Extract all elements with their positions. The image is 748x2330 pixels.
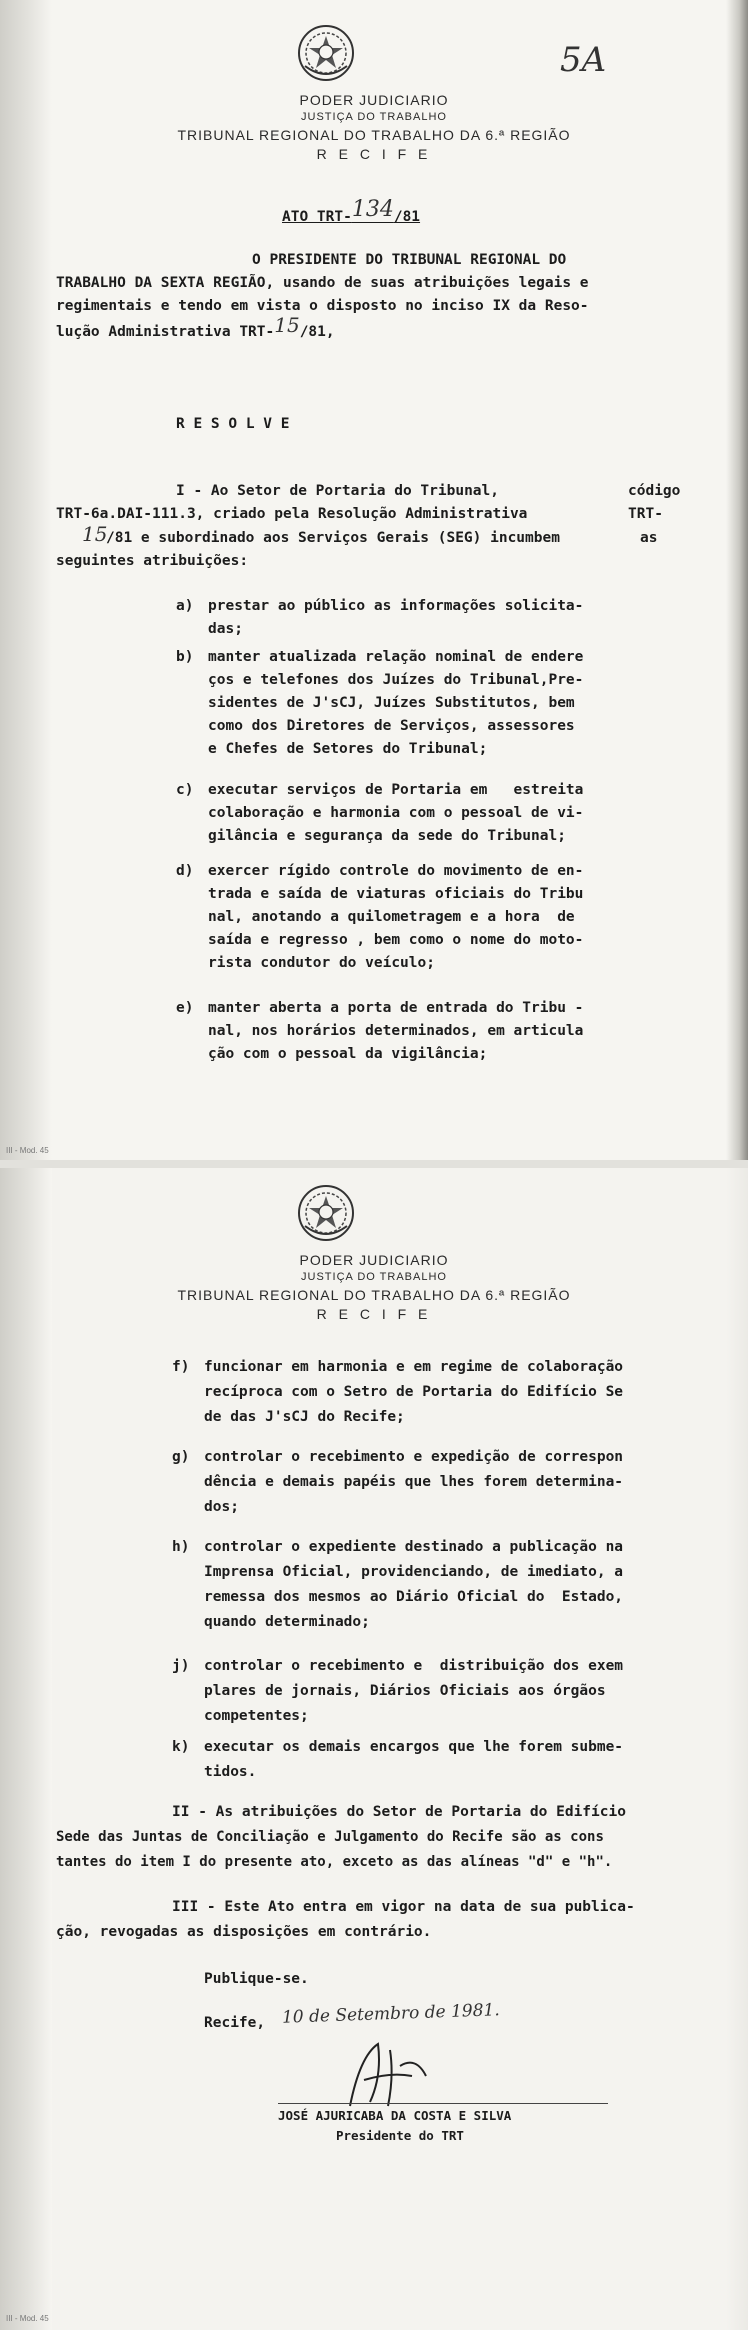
alinea-line: dência e demais papéis que lhes forem determina- [204,1474,624,1490]
item2-line: Sede das Juntas de Conciliação e Julgamento do Recife são as cons [56,1829,604,1845]
alinea-line: quando determinado; [204,1614,370,1630]
publique-se: Publique-se. [204,1971,309,1987]
signature-rule [278,2103,608,2104]
header-city: R E C I F E [316,146,432,162]
header-tribunal: TRIBUNAL REGIONAL DO TRABALHO DA 6.ª REGIÃO [177,127,571,143]
alinea-line: sidentes de J'sCJ, Juízes Substitutos, bem [208,695,575,711]
preamble-text: lução Administrativa TRT- [56,324,275,340]
document-page-1 [0,0,748,1160]
item1-line: I - Ao Setor de Portaria do Tribunal, [176,483,500,499]
alinea-line: rista condutor do veículo; [208,955,435,971]
alinea-line: controlar o expediente destinado a publicação na [204,1539,624,1555]
alinea-line: de das J'sCJ do Recife; [204,1409,405,1425]
alinea-line: prestar ao público as informações solicita- [208,598,584,614]
alinea-label: c) [176,782,194,798]
alinea-label: e) [176,1000,194,1016]
alinea-line: competentes; [204,1708,309,1724]
page-edge-shadow [726,0,748,1160]
alinea-line: ços e telefones dos Juízes do Tribunal,Pre- [208,672,584,688]
item2-line: tantes do item I do presente ato, exceto as das alíneas "d" e "h". [56,1854,613,1870]
margin-note-handwritten: 5A [560,40,607,80]
alinea-line: exercer rígido controle do movimento de en- [208,863,584,879]
alinea-line: executar os demais encargos que lhe forem subme- [204,1739,624,1755]
alinea-line: das; [208,621,243,637]
page-binding-shadow [0,1168,52,2330]
header-justica: JUSTIÇA DO TRABALHO [301,1271,447,1283]
alinea-line: executar serviços de Portaria em estreita [208,782,584,798]
page-binding-shadow [0,0,52,1160]
ato-title [282,197,421,226]
page-separator [0,1160,748,1168]
preamble-line: regimentais e tendo em vista o disposto no inciso IX da Reso- [56,298,589,314]
alinea-label: a) [176,598,194,614]
alinea-label: g) [172,1449,190,1465]
alinea-line: nal, anotando a quilometragem e a hora de [208,909,575,925]
alinea-line: dos; [204,1499,239,1515]
form-code: III - Mod. 45 [6,1146,49,1155]
item3-line: ção, revogadas as disposições em contrário. [56,1924,432,1940]
coat-of-arms-seal-icon [295,22,357,84]
ato-prefix: ATO TRT- [282,209,352,225]
ato-suffix: /81 [393,209,421,225]
resolve-heading: R E S O L V E [176,416,290,432]
signatory-title: Presidente do TRT [336,2128,464,2143]
alinea-label: h) [172,1539,190,1555]
alinea-label: d) [176,863,194,879]
item1-line: código [628,483,681,499]
preamble-line: O PRESIDENTE DO TRIBUNAL REGIONAL DO [252,252,567,268]
resolution-number-handwritten: 15 [82,522,108,546]
document-page-2 [0,1168,748,2330]
alinea-line: nal, nos horários determinados, em articula [208,1023,584,1039]
alinea-line: plares de jornais, Diários Oficiais aos órgãos [204,1683,606,1699]
alinea-line: e Chefes de Setores do Tribunal; [208,741,488,757]
item1-line: seguintes atribuições: [56,553,249,569]
item3-line: III - Este Ato entra em vigor na data de sua publica- [172,1899,635,1915]
alinea-line: manter atualizada relação nominal de endere [208,649,584,665]
alinea-line: saída e regresso , bem como o nome do moto- [208,932,584,948]
alinea-line: manter aberta a porta de entrada do Tribu - [208,1000,584,1016]
form-code: III - Mod. 45 [6,2314,49,2323]
place-label: Recife, [204,2015,266,2031]
date-handwritten: 10 de Setembro de 1981. [281,2000,501,2028]
signatory-name: JOSÉ AJURICABA DA COSTA E SILVA [278,2108,512,2123]
alinea-line: controlar o recebimento e distribuição dos exem [204,1658,624,1674]
alinea-line: gilância e segurança da sede do Tribunal; [208,828,566,844]
header-justica: JUSTIÇA DO TRABALHO [301,111,447,123]
handwritten-signature-icon [330,2036,440,2116]
alinea-line: funcionar em harmonia e em regime de colaboração [204,1359,624,1375]
alinea-label: b) [176,649,194,665]
alinea-line: remessa dos mesmos ao Diário Oficial do Estado, [204,1589,624,1605]
coat-of-arms-seal-icon [295,1182,357,1244]
header-poder: PODER JUDICIARIO [299,1252,449,1268]
item1-line: TRT-6a.DAI-111.3, criado pela Resolução Administrativa [56,506,528,522]
page-edge-shadow [726,1168,748,2330]
alinea-label: k) [172,1739,190,1755]
alinea-line: colaboração e harmonia com o pessoal de vi- [208,805,584,821]
item1-line: /81 e subordinado aos Serviços Gerais (SEG) incumbem [106,530,560,546]
alinea-line: trada e saída de viaturas oficiais do Tribu [208,886,584,902]
resolution-number-handwritten: 15 [274,313,300,337]
item2-line: II - As atribuições do Setor de Portaria do Edifício [172,1804,626,1820]
preamble-text: /81, [299,324,335,340]
alinea-line: controlar o recebimento e expedição de correspon [204,1449,624,1465]
alinea-line: recíproca com o Setro de Portaria do Edifício Se [204,1384,624,1400]
alinea-line: tidos. [204,1764,257,1780]
ato-number-handwritten: 134 [351,197,394,222]
alinea-line: Imprensa Oficial, providenciando, de imediato, a [204,1564,624,1580]
header-tribunal: TRIBUNAL REGIONAL DO TRABALHO DA 6.ª REGIÃO [177,1287,571,1303]
alinea-label: j) [172,1658,190,1674]
alinea-line: como dos Diretores de Serviços, assessores [208,718,575,734]
alinea-label: f) [172,1359,190,1375]
preamble-line: TRABALHO DA SEXTA REGIÃO, usando de suas atribuições legais e [56,275,589,291]
preamble-line [56,313,335,341]
header-poder: PODER JUDICIARIO [299,92,449,108]
item1-line: as [640,530,658,546]
header-city: R E C I F E [316,1306,432,1322]
alinea-line: ção com o pessoal da vigilância; [208,1046,488,1062]
item1-line: TRT- [628,506,663,522]
